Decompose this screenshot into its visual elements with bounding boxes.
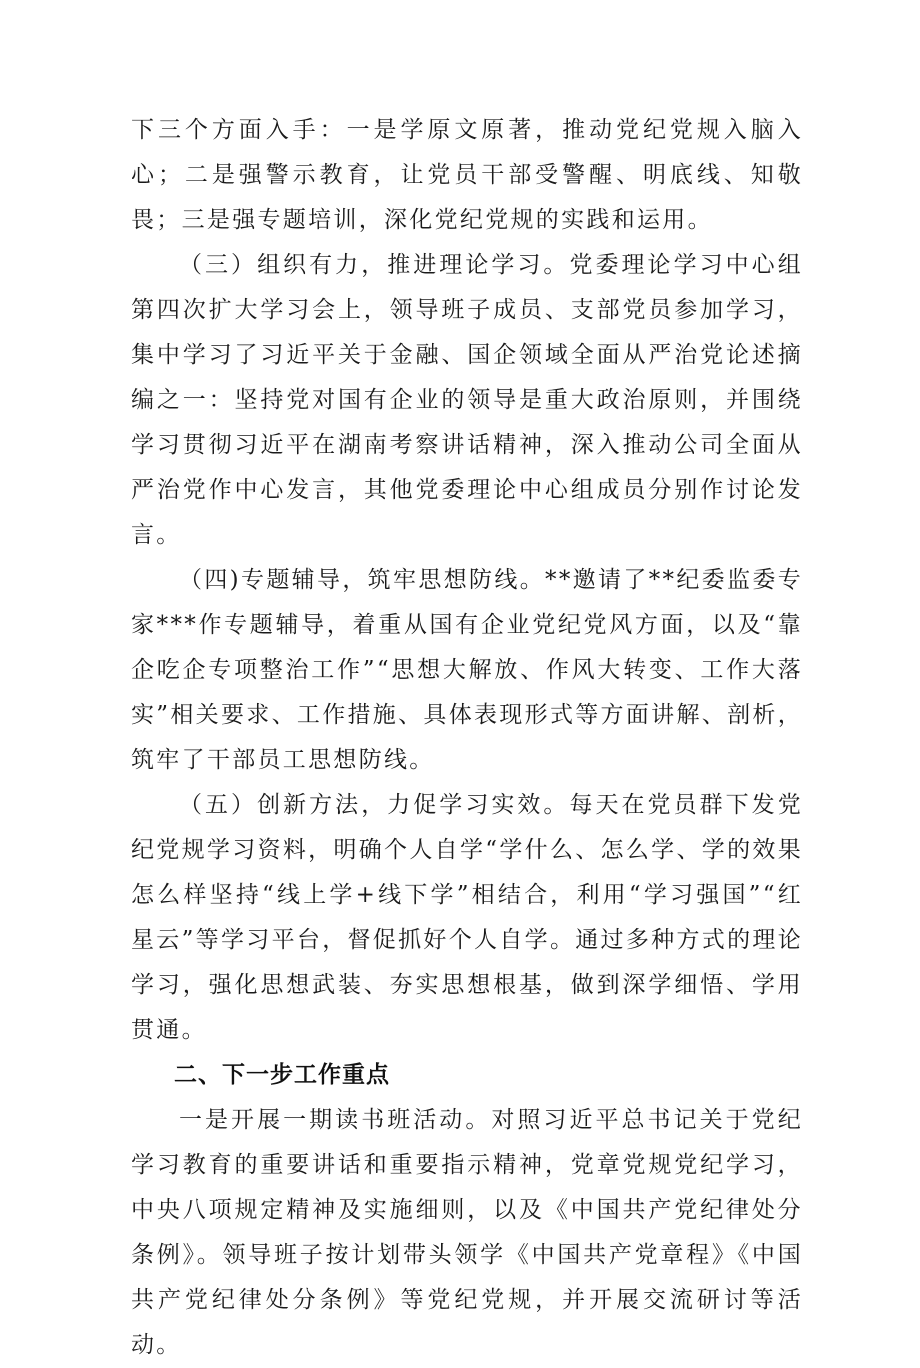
paragraph-section-3: （三）组织有力，推进理论学习。党委理论学习中心组第四次扩大学习会上，领导班子成员、支部党员参加学习，集中学习了习近平关于金融、国企领域全面从严治党论述摘编之一：坚持党对国有企业的领导是重大政治原则，并围绕学习贯彻习近平在湖南考察讲话精神，深入推动公司全面从严治党作中心发言，其他党委理论中心组成员分别作讨论发言。 xyxy=(131,252,803,548)
paragraph-section-4: （四)专题辅导，筑牢思想防线。**邀请了**纪委监委专家***作专题辅导，着重从国有企业党纪党风方面，以及“靠企吃企专项整治工作”“思想大解放、作风大转变、工作大落实”相关要求、工作措施、具体表现形式等方面讲解、剖析，筑牢了干部员工思想防线。 xyxy=(131,567,803,773)
paragraph-section-5: （五）创新方法，力促学习实效。每天在党员群下发党纪党规学习资料，明确个人自学“学什么、怎么学、学的效果怎么样坚持“线上学+线下学”相结合，利用“学习强国”“红星云”等学习平台，督促抓好个人自学。通过多种方式的理论学习，强化思想武装、夯实思想根基，做到深学细悟、学用贯通。 xyxy=(131,792,803,1043)
document-body xyxy=(131,108,803,1368)
paragraph-next-steps: 一是开展一期读书班活动。对照习近平总书记关于党纪学习教育的重要讲话和重要指示精神，党章党规党纪学习，中央八项规定精神及实施细则，以及《中国共产党纪律处分条例》。领导班子按计划带头领学《中国共产党章程》《中国共产党纪律处分条例》等党纪党规，并开展交流研讨等活动。 xyxy=(131,1107,803,1358)
paragraph-continuation: 下三个方面入手：一是学原文原著，推动党纪党规入脑入心；二是强警示教育，让党员干部受警醒、明底线、知敬畏；三是强专题培训，深化党纪党规的实践和运用。 xyxy=(131,117,803,233)
section-heading: 二、下一步工作重点 xyxy=(174,1062,390,1088)
